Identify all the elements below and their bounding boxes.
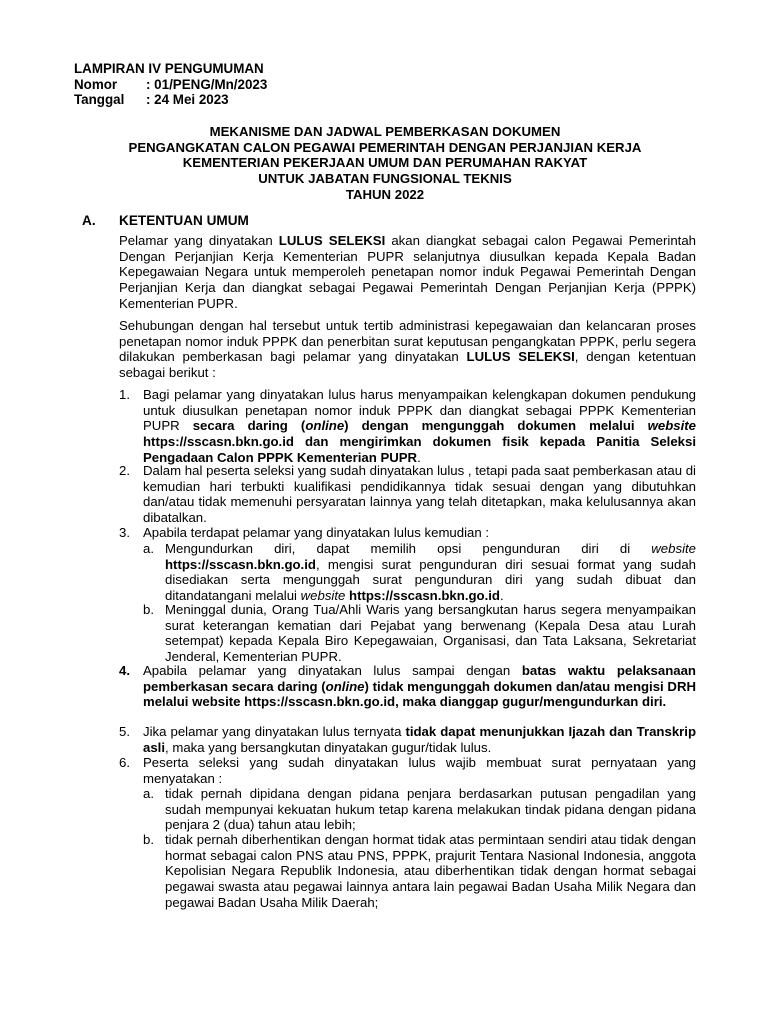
para1-text-c: akan diangkat sebagai calon Pegawai Pemerintah Dengan Perjanjian Kerja Kementerian PUPR selanjutnya diusulkan kepada Kepala Badan Kepegawaian Negara untuk memperoleh penetapan nomor induk Pegawai Pemerintah Dengan Perjanjian Kerja dan diangkat sebagai Pegawai Pemerintah Dengan Perjanjian Kerja (PPPK) Kementerian PUPR. <box>119 233 697 311</box>
list-number: 6. <box>119 755 130 770</box>
item3a-url-1: https://sscasn.bkn.go.id <box>165 556 316 572</box>
item3a-text-7: . <box>499 588 504 604</box>
item1-bold-f: https://sscasn.bkn.go.id dan mengirimkan dokumen fisik kepada Panitia Seleksi Pengadaan Calon PPPK Kementerian PUPR <box>143 434 696 465</box>
item1-bold-b: secara daring ( <box>192 418 306 434</box>
item3a-italic-website: website <box>651 541 696 556</box>
item3a-text-4: , mengisi surat pengunduran diri sesuai format yang sudah disediakan serta mengunggah surat pengunduran diri yang sudah dibuat dan ditandatangani melalui <box>165 556 696 604</box>
item1-italic-website: website <box>647 418 696 434</box>
section-heading <box>82 213 249 228</box>
title-line-1: MEKANISME DAN JADWAL PEMBERKASAN DOKUMEN <box>209 124 561 139</box>
item5-text-c: , maka yang bersangkutan dinyatakan gugur/tidak lulus. <box>165 739 492 755</box>
sublist-text <box>165 541 696 604</box>
list-item-text: Peserta seleksi yang sudah dinyatakan lulus wajib membuat surat pernyataan yang menyatakan : <box>143 755 696 786</box>
list-item-text <box>143 663 696 710</box>
paragraph-1 <box>119 233 696 312</box>
section-number: A. <box>82 213 96 228</box>
sublist-text: tidak pernah diberhentikan dengan hormat tidak atas permintaan sendiri atau tidak dengan hormat sebagai calon PNS atau PNS, PPPK, prajurit Tentara Nasional Indonesia, anggota Kepolisian Negara Republik Indonesia, atau diberhentikan tidak dengan hormat sebagai pegawai swasta atau pegawai lainnya antara lain pegawai Badan Usaha Milik Negara dan pegawai Badan Usaha Milik Daerah; <box>165 832 696 910</box>
item1-italic-online: online <box>305 418 345 434</box>
list-item-text: Dalam hal peserta seleksi yang sudah dinyatakan lulus , tetapi pada saat pemberkasan atau di kemudian hari terbukti kualifikasi pendidikannya tidak sesuai dengan yang dibutuhkan dan/atau tidak memenuhi persyaratan lainnya yang telah ditetapkan, maka kelulusannya akan dibatalkan. <box>143 463 696 526</box>
para1-bold: LULUS SELEKSI <box>278 233 386 248</box>
item4-bold-d: ) tidak mengunggah dokumen dan/atau mengisi DRH melalui website https://sscasn.bkn.go.id, maka dianggap gugur/mengundurkan diri. <box>143 678 696 710</box>
sublist-letter: b. <box>143 602 154 617</box>
list-number: 4. <box>119 663 130 678</box>
para2-bold: LULUS SELEKSI <box>466 349 575 365</box>
list-number: 3. <box>119 525 130 540</box>
nomor-value: : 01/PENG/Mn/2023 <box>146 76 268 92</box>
item4-text-a: Apabila pelamar yang dinyatakan lulus sampai dengan <box>143 663 522 678</box>
item1-text-a: Bagi pelamar yang dinyatakan lulus harus menyampaikan kelengkapan dokumen pendukung untuk diusulkan penetapan nomor induk PPPK dan diangkat sebagai PPPK Kementerian PUPR <box>143 387 696 434</box>
list-number: 1. <box>119 387 130 402</box>
list-item-text: Apabila terdapat pelamar yang dinyatakan lulus kemudian : <box>143 525 490 540</box>
tanggal-label: Tanggal <box>74 92 125 107</box>
tanggal-value: : 24 Mei 2023 <box>146 92 229 107</box>
sublist-letter: b. <box>143 832 154 847</box>
item4-italic-online: online <box>325 678 365 694</box>
title-line-3: KEMENTERIAN PEKERJAAN UMUM DAN PERUMAHAN RAKYAT <box>182 155 588 171</box>
tanggal-row <box>74 92 267 108</box>
sublist-letter: a. <box>143 541 154 556</box>
title-line-5: TAHUN 2022 <box>345 186 425 202</box>
paragraph-2 <box>119 318 696 381</box>
title-line-2: PENGANGKATAN CALON PEGAWAI PEMERINTAH DENGAN PERJANJIAN KERJA <box>128 139 642 155</box>
item1-bold-d: ) dengan mengunggah dokumen melalui <box>344 418 648 434</box>
document-title <box>80 124 690 203</box>
sublist-text: Meninggal dunia, Orang Tua/Ahli Waris yang bersangkutan harus segera menyampaikan surat keterangan kematian dari Pejabat yang berwenang (Kepala Desa atau Lurah setempat) kepada Kepala Biro Kepegawaian, Organisasi, dan Tata Laksana, Sekretariat Jenderal, Kementerian PUPR. <box>165 602 696 665</box>
item4-bold-b: batas waktu pelaksanaan pemberkasan secara daring ( <box>143 663 696 694</box>
list-item-text <box>143 724 696 755</box>
sublist-text: tidak pernah dipidana dengan pidana penjara berdasarkan putusan pengadilan yang sudah mempunyai kekuatan hukum tetap karena melakukan tindak pidana dengan pidana penjara 2 (dua) tahun atau lebih; <box>165 786 696 833</box>
item5-bold: tidak dapat menunjukkan Ijazah dan Transkrip asli <box>143 724 697 755</box>
sublist-letter: a. <box>143 786 154 801</box>
document-header <box>74 61 267 108</box>
list-number: 2. <box>119 463 130 478</box>
item3a-text-1: Mengundurkan diri, dapat memilih opsi pengunduran diri di <box>165 541 652 556</box>
para2-text-a: Sehubungan dengan hal tersebut untuk tertib administrasi kepegawaian dan kelancaran proses penetapan nomor induk PPPK dan penerbitan surat keputusan pengangkatan PPPK, perlu segera dilakukan pemberkasan bagi pelamar yang dinyatakan <box>119 318 696 365</box>
nomor-row <box>74 77 267 93</box>
title-line-4: UNTUK JABATAN FUNGSIONAL TEKNIS <box>258 171 512 187</box>
item5-text-a: Jika pelamar yang dinyatakan lulus ternyata <box>143 724 406 739</box>
para2-text-c: , dengan ketentuan sebagai berikut : <box>119 349 696 381</box>
section-label: KETENTUAN UMUM <box>119 213 249 228</box>
list-number: 5. <box>119 724 130 739</box>
attachment-label: LAMPIRAN IV PENGUMUMAN <box>74 61 264 76</box>
item3a-italic-website-2: website <box>300 588 346 604</box>
list-item-text <box>143 387 696 466</box>
nomor-label: Nomor <box>74 76 118 92</box>
item3a-url-2: https://sscasn.bkn.go.id <box>349 588 500 604</box>
para1-text-a: Pelamar yang dinyatakan <box>119 233 279 248</box>
item1-text-g: . <box>417 449 421 465</box>
